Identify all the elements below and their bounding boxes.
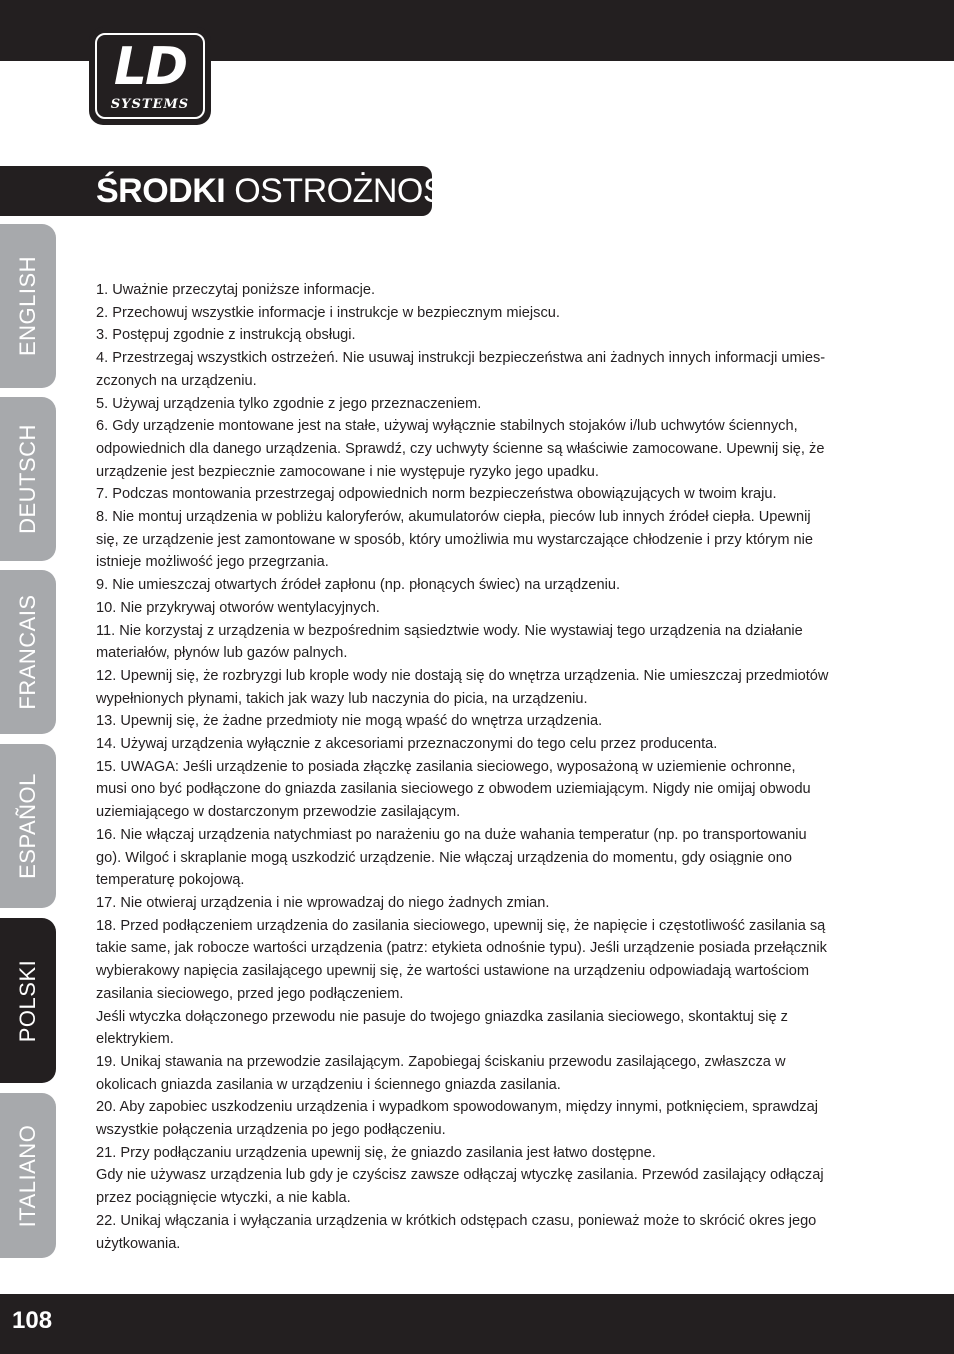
text-line: 8. Nie montuj urządzenia w pobliżu kaloryferów, akumulatorów ciepła, pieców lub innych źródeł ciepła. Upewnij <box>96 509 811 526</box>
text-line: Jeśli wtyczka dołączonego przewodu nie pasuje do twojego gniazdka zasilania sieciowego, skontaktuj się z <box>96 1008 788 1025</box>
text-line: musi ono być podłączone do gniazda zasilania sieciowego z obwodem uziemiającym. Nigdy nie omijaj obwodu <box>96 781 811 798</box>
text-line: wypełnionych płynami, takich jak wazy lub naczynia do picia, na urządzeniu. <box>96 690 588 707</box>
logo-letters: LD <box>113 37 187 97</box>
text-line: uziemiającego w dostarczonym przewodzie zasilającym. <box>96 804 461 821</box>
text-line: materiałów, płynów lub gazów palnych. <box>96 645 348 662</box>
language-tab-label: DEUTSCH <box>15 424 40 534</box>
text-line: się, ze urządzenie jest zamontowane w sposób, który umożliwia mu wystarczające chłodzenie i przy którym nie <box>96 531 814 548</box>
logo-subtitle: SYSTEMS <box>110 97 190 112</box>
bottom-bar <box>0 1294 954 1354</box>
text-line: 18. Przed podłączeniem urządzenia do zasilania sieciowego, upewnij się, że napięcie i częstotliwość zasilania są <box>96 917 826 934</box>
text-line: Gdy nie używasz urządzenia lub gdy je czyścisz zawsze odłączaj wtyczkę zasilania. Przewód zasilający odłączaj <box>96 1167 824 1184</box>
text-line: 22. Unikaj włączania i wyłączania urządzenia w krótkich odstępach czasu, ponieważ może to skrócić okres jego <box>96 1212 817 1229</box>
text-line: 15. UWAGA: Jeśli urządzenie to posiada złączkę zasilania sieciowego, wyposażoną w uziemienie ochronne, <box>96 758 796 775</box>
text-line: 17. Nie otwieraj urządzenia i nie wprowadzaj do niego żadnych zmian. <box>96 894 550 911</box>
text-line: urządzenie jest bezpiecznie zamocowane i nie występuje ryzyko jego upadku. <box>96 463 599 480</box>
text-line: 12. Upewnij się, że rozbryzgi lub krople wody nie dostają się do wnętrza urządzenia. Nie umieszczaj przedmiotów <box>96 667 829 684</box>
language-tab-label: POLSKI <box>15 959 40 1042</box>
ld-systems-logo <box>89 27 211 125</box>
section-title-light: OSTROŻNOŚCI: <box>234 172 487 210</box>
text-line: temperaturę pokojową. <box>96 872 245 889</box>
text-line: 13. Upewnij się, że żadne przedmioty nie mogą wpaść do wnętrza urządzenia. <box>96 713 603 730</box>
section-title <box>96 169 487 213</box>
language-tab-francais[interactable] <box>0 570 56 734</box>
text-line: 10. Nie przykrywaj otworów wentylacyjnych. <box>96 599 380 616</box>
text-line: użytkowania. <box>96 1235 181 1252</box>
text-line: 2. Przechowuj wszystkie informacje i instrukcje w bezpiecznym miejscu. <box>96 304 560 321</box>
text-line: elektrykiem. <box>96 1031 174 1048</box>
text-line: wszystkie połączenia urządzenia po jego podłączeniu. <box>96 1122 446 1139</box>
text-line: 3. Postępuj zgodnie z instrukcją obsługi. <box>96 327 356 344</box>
text-line: takie same, jak robocze wartości urządzenia (patrz: etykieta odnośnie typu). Jeśli urządzenie posiada przełącznik <box>96 940 827 957</box>
text-line: zasilania sieciowego, przed jego podłączeniem. <box>96 985 404 1002</box>
logo-frame <box>95 33 205 119</box>
safety-instructions <box>96 279 862 1255</box>
page-number: 108 <box>12 1307 53 1334</box>
text-line: przez pociągnięcie wtyczki, a nie kabla. <box>96 1190 351 1207</box>
text-line: 6. Gdy urządzenie montowane jest na stałe, używaj wyłącznie stabilnych stojaków i/lub uchwytów ściennych, <box>96 418 798 435</box>
language-tab-espanol[interactable] <box>0 744 56 908</box>
language-tab-deutsch[interactable] <box>0 397 56 561</box>
text-line: 5. Używaj urządzenia tylko zgodnie z jego przeznaczeniem. <box>96 395 482 412</box>
language-tab-label: ESPAÑOL <box>15 773 40 879</box>
language-tab-label: ENGLISH <box>15 255 40 357</box>
text-line: istnieje możliwość jego przegrzania. <box>96 554 329 571</box>
text-line: 21. Przy podłączaniu urządzenia upewnij się, że gniazdo zasilania jest łatwo dostępne. <box>96 1144 656 1161</box>
text-line: wybierakowy napięcia zasilającego upewnij się, że wartości ustawione na urządzeniu odpowiadają wartościom <box>96 963 810 980</box>
language-tab-english[interactable] <box>0 224 56 388</box>
section-title-bold: ŚRODKI <box>96 172 226 210</box>
text-line: 20. Aby zapobiec uszkodzeniu urządzenia i wypadkom spowodowanym, między innymi, potknięciem, sprawdzaj <box>96 1099 818 1116</box>
text-line: 1. Uważnie przeczytaj poniższe informacje. <box>96 282 376 298</box>
text-line: zczonych na urządzeniu. <box>96 372 257 389</box>
text-line: 4. Przestrzegaj wszystkich ostrzeżeń. Nie usuwaj instrukcji bezpieczeństwa ani żadnych innych informacji umies- <box>96 350 826 367</box>
section-title-bar <box>0 166 487 216</box>
text-line: 7. Podczas montowania przestrzegaj odpowiednich norm bezpieczeństwa obowiązujących w twoim kraju. <box>96 486 777 503</box>
language-tab-label: FRANCAIS <box>15 594 40 710</box>
text-line: okolicach gniazda zasilania w urządzeniu i ściennego gniazda zasilania. <box>96 1076 561 1093</box>
language-tab-polski[interactable] <box>0 918 56 1083</box>
language-tab-label: ITALIANO <box>15 1124 40 1227</box>
text-line: 16. Nie włączaj urządzenia natychmiast po narażeniu go na duże wahania temperatur (np. po transportowaniu <box>96 826 807 843</box>
text-line: 14. Używaj urządzenia wyłącznie z akcesoriami przeznaczonymi do tego celu przez producenta. <box>96 736 718 753</box>
language-tab-italiano[interactable] <box>0 1093 56 1258</box>
text-line: 19. Unikaj stawania na przewodzie zasilającym. Zapobiegaj ściskaniu przewodu zasilającego, zwłaszcza w <box>96 1053 786 1070</box>
text-line: 11. Nie korzystaj z urządzenia w bezpośrednim sąsiedztwie wody. Nie wystawiaj tego urządzenia na działanie <box>96 622 803 639</box>
text-line: 9. Nie umieszczaj otwartych źródeł zapłonu (np. płonących świec) na urządzeniu. <box>96 577 621 594</box>
text-line: odpowiednich dla danego urządzenia. Sprawdź, czy uchwyty ścienne są właściwie zamocowane. Upewnij się, że <box>96 440 825 457</box>
text-line: go). Wilgoć i skraplanie mogą uszkodzić urządzenie. Nie włączaj urządzenia do momentu, gdy osiągnie ono <box>96 849 792 866</box>
